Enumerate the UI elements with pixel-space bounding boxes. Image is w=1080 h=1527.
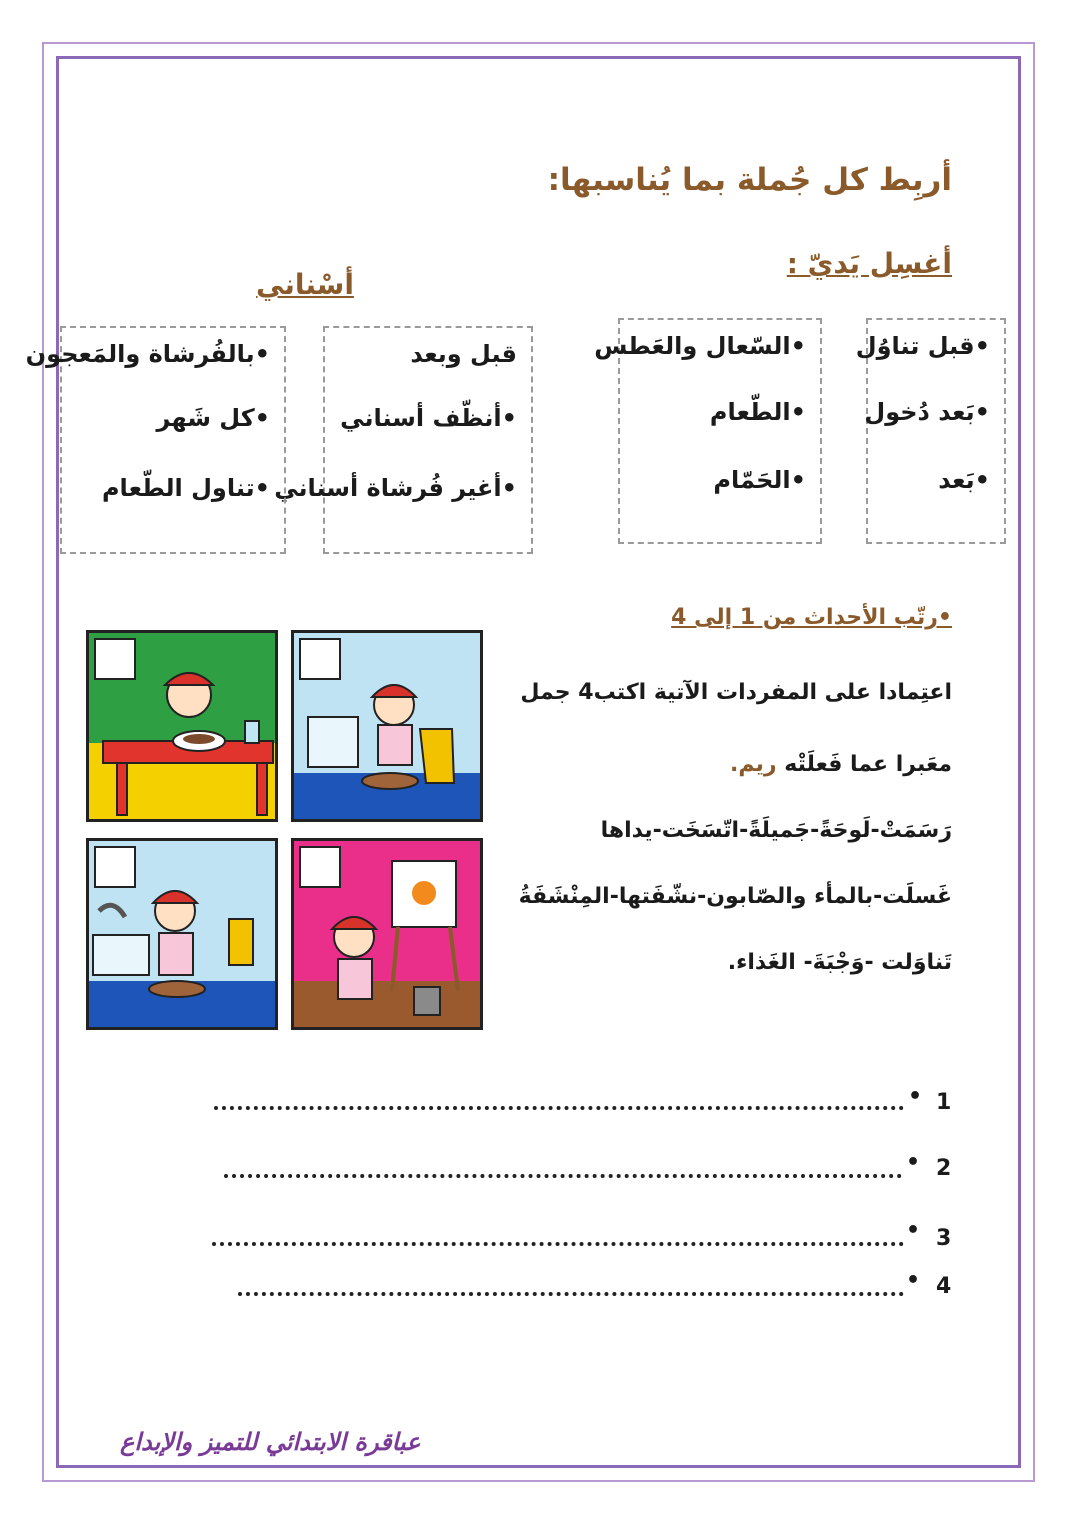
picture-girl-eating: [86, 630, 278, 822]
teeth-box-left: [25, 326, 286, 554]
line-number: 1: [936, 1090, 952, 1115]
order-instruction: •رتّب الأحداث من 1 إلى 4: [671, 605, 952, 630]
picture-girl-drying-hands: [291, 630, 483, 822]
vocab-line: رَسَمَتْ-لَوحَةً-جَميلَةً-اتّسَخَت-يداها: [600, 818, 952, 843]
exercise-title: أربِط كل جُملة بما يُناسبها:: [547, 162, 952, 198]
line-bullet: •: [908, 1084, 923, 1109]
line-bullet: •: [906, 1268, 921, 1293]
writing-line-4[interactable]: [238, 1292, 904, 1296]
line-number: 4: [936, 1274, 952, 1299]
vocab-line: غَسلَت-بالمأء والصّابون-نشّفَتها-المِنْشَفَةُ: [518, 884, 952, 909]
line-number: 3: [936, 1226, 952, 1251]
footer-brand: عباقرة الابتدائي للتميز والإبداع: [120, 1428, 421, 1456]
line-bullet: •: [906, 1218, 921, 1243]
hands-box-right: [855, 318, 1006, 544]
hands-right-item: •بَعد: [938, 466, 990, 494]
teeth-left-item: •بالفُرشاة والمَعجون: [25, 340, 270, 368]
vocab-line: تَناوَلت -وَجْبَةَ- الغَذاء.: [727, 950, 952, 975]
teeth-section-title: أسْناني: [256, 268, 354, 301]
writing-line-2[interactable]: [224, 1174, 902, 1178]
line-number: 2: [936, 1156, 952, 1181]
line-bullet: •: [906, 1150, 921, 1175]
teeth-right-item: •أغير فُرشاة أسناني: [274, 474, 517, 502]
hands-section-title: أغسِل يَديّ :: [786, 247, 952, 280]
instruction-line-2: [730, 752, 952, 777]
hands-left-item: •السّعال والعَطس: [594, 332, 806, 360]
teeth-box-right: [274, 326, 533, 554]
hands-left-item: •الحَمّام: [713, 466, 806, 494]
instruction-line-1: اعتِمادا على المفردات الآتية اكتب4 جمل: [520, 680, 952, 705]
instruction-line-2-text: معَبرا عما فَعلَتْه: [784, 752, 952, 777]
picture-girl-washing-hands: [86, 838, 278, 1030]
teeth-left-item: •كل شَهر: [156, 404, 270, 432]
hands-box-left: [594, 318, 822, 544]
writing-line-1[interactable]: [214, 1106, 904, 1110]
hands-right-item: •بَعد دُخول: [864, 398, 990, 426]
teeth-right-item: •أنظّف أسناني: [340, 404, 517, 432]
writing-line-3[interactable]: [212, 1242, 904, 1246]
hands-left-item: •الطّعام: [709, 398, 806, 426]
teeth-left-item: •تناول الطّعام: [101, 474, 270, 502]
hands-right-item: •قبل تناوُل: [855, 332, 990, 360]
girl-name: ريم.: [730, 752, 777, 777]
picture-girl-painting: [291, 838, 483, 1030]
teeth-right-item: قبل وبعد: [410, 340, 517, 368]
